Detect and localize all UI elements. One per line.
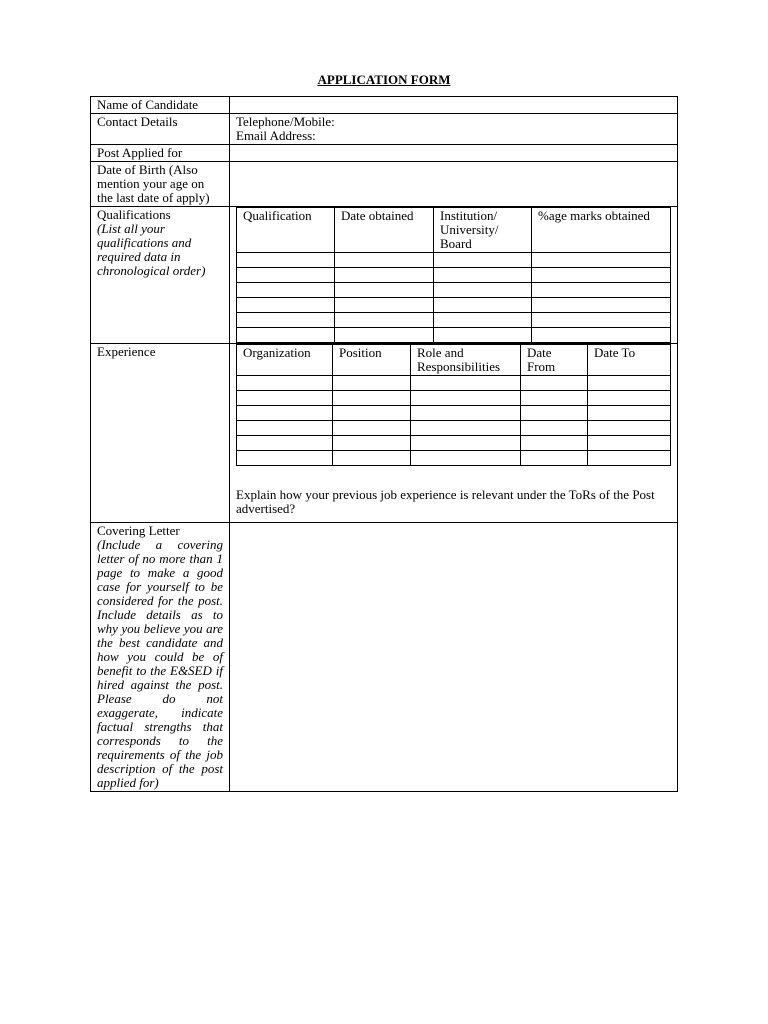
covering-letter-label: Covering Letter (97, 523, 180, 538)
table-cell[interactable] (411, 376, 521, 391)
date-from-header: Date From (521, 345, 588, 376)
table-cell[interactable] (237, 391, 333, 406)
table-cell[interactable] (588, 421, 671, 436)
table-cell[interactable] (237, 376, 333, 391)
table-row (237, 421, 671, 436)
form-title: APPLICATION FORM (317, 72, 451, 87)
table-cell[interactable] (411, 406, 521, 421)
table-cell[interactable] (335, 328, 434, 343)
table-cell[interactable] (434, 313, 532, 328)
table-row (237, 253, 671, 268)
table-row (237, 283, 671, 298)
row-covering-letter (91, 523, 678, 792)
table-cell[interactable] (335, 313, 434, 328)
covering-letter-cell (91, 523, 230, 792)
table-cell[interactable] (434, 328, 532, 343)
position-header: Position (333, 345, 411, 376)
table-cell[interactable] (434, 298, 532, 313)
table-cell[interactable] (237, 406, 333, 421)
table-cell[interactable] (335, 268, 434, 283)
table-cell[interactable] (532, 298, 671, 313)
experience-label: Experience (91, 344, 230, 523)
table-cell[interactable] (588, 376, 671, 391)
table-cell[interactable] (521, 391, 588, 406)
table-cell[interactable] (532, 313, 671, 328)
table-cell[interactable] (434, 283, 532, 298)
table-cell[interactable] (521, 421, 588, 436)
covering-letter-value[interactable] (230, 523, 678, 792)
table-cell[interactable] (237, 283, 335, 298)
table-cell[interactable] (237, 253, 335, 268)
organization-header: Organization (237, 345, 333, 376)
table-row (237, 376, 671, 391)
date-to-header: Date To (588, 345, 671, 376)
table-cell[interactable] (521, 376, 588, 391)
post-value[interactable] (230, 145, 678, 162)
row-contact (91, 114, 678, 145)
table-cell[interactable] (333, 421, 411, 436)
qualifications-cell (91, 207, 230, 344)
post-label: Post Applied for (91, 145, 230, 162)
table-cell[interactable] (335, 283, 434, 298)
name-label: Name of Candidate (91, 97, 230, 114)
row-experience (91, 344, 678, 523)
qualifications-value (230, 207, 678, 344)
table-cell[interactable] (411, 436, 521, 451)
email-label: Email Address: (236, 128, 316, 143)
table-row (237, 298, 671, 313)
table-row (237, 436, 671, 451)
row-name (91, 97, 678, 114)
table-cell[interactable] (532, 253, 671, 268)
table-cell[interactable] (434, 268, 532, 283)
table-cell[interactable] (521, 451, 588, 466)
table-cell[interactable] (588, 406, 671, 421)
row-dob (91, 162, 678, 207)
dob-label: Date of Birth (Also mention your age on the last date of apply) (91, 162, 230, 207)
table-cell[interactable] (532, 283, 671, 298)
table-row (237, 391, 671, 406)
table-cell[interactable] (588, 391, 671, 406)
table-row (237, 406, 671, 421)
table-cell[interactable] (532, 268, 671, 283)
row-qualifications (91, 207, 678, 344)
table-cell[interactable] (333, 436, 411, 451)
institution-header: Institution/ University/ Board (434, 208, 532, 253)
experience-explain-prompt: Explain how your previous job experience is relevant under the ToRs of the Post advertised? (236, 487, 655, 516)
table-cell[interactable] (411, 391, 521, 406)
marks-header: %age marks obtained (532, 208, 671, 253)
table-cell[interactable] (521, 436, 588, 451)
table-row (237, 313, 671, 328)
qual-header: Qualification (237, 208, 335, 253)
dob-value[interactable] (230, 162, 678, 207)
row-post (91, 145, 678, 162)
qualifications-header-row (237, 208, 671, 253)
qualifications-note: (List all your qualifications and required data in chronological order) (97, 221, 206, 278)
table-cell[interactable] (335, 253, 434, 268)
table-cell[interactable] (237, 313, 335, 328)
table-cell[interactable] (237, 421, 333, 436)
table-row (237, 268, 671, 283)
date-obtained-header: Date obtained (335, 208, 434, 253)
experience-value (230, 344, 678, 523)
table-cell[interactable] (588, 451, 671, 466)
table-cell[interactable] (237, 328, 335, 343)
qualifications-label: Qualifications (97, 207, 171, 222)
name-value[interactable] (230, 97, 678, 114)
table-cell[interactable] (521, 406, 588, 421)
table-cell[interactable] (333, 391, 411, 406)
table-cell[interactable] (411, 451, 521, 466)
contact-label: Contact Details (91, 114, 230, 145)
table-cell[interactable] (237, 436, 333, 451)
table-cell[interactable] (333, 376, 411, 391)
table-cell[interactable] (333, 406, 411, 421)
contact-value[interactable] (230, 114, 678, 145)
table-cell[interactable] (588, 436, 671, 451)
table-cell[interactable] (237, 268, 335, 283)
table-cell[interactable] (237, 298, 335, 313)
qualifications-table (236, 207, 671, 343)
role-header: Role and Responsibilities (411, 345, 521, 376)
table-row (237, 451, 671, 466)
table-cell[interactable] (411, 421, 521, 436)
experience-table (236, 344, 671, 466)
table-cell[interactable] (335, 298, 434, 313)
table-cell[interactable] (434, 253, 532, 268)
table-cell[interactable] (237, 451, 333, 466)
table-cell[interactable] (532, 328, 671, 343)
table-cell[interactable] (333, 451, 411, 466)
covering-letter-note: (Include a covering letter of no more than 1 page to make a good case for yourself to be considered for the post. Include details as to why you believe you are the best candidate and how you could be of benefit to the E&SED if hired against the post. Please do not exaggerate, indicate factual strengths that corresponds to the requirements of the job description of the post applied for) (97, 537, 223, 790)
telephone-label: Telephone/Mobile: (236, 114, 335, 129)
table-row (237, 328, 671, 343)
application-form-table (90, 96, 678, 792)
experience-header-row (237, 345, 671, 376)
